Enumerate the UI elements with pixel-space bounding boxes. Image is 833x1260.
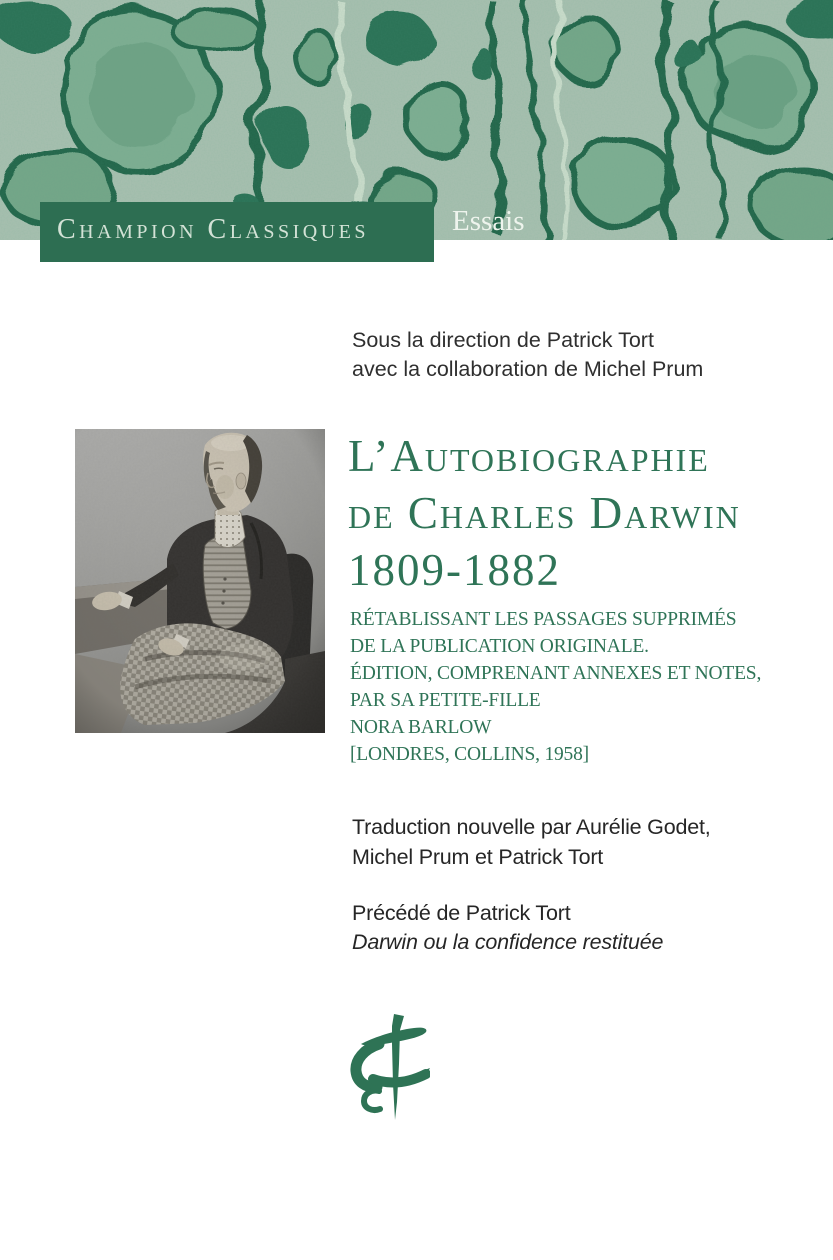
title-line-2: de Charles Darwin [348, 488, 741, 538]
translation-line: Traduction nouvelle par Aurélie Godet, [352, 815, 711, 839]
subtitle-line: RÉTABLISSANT LES PASSAGES SUPPRIMÉS [350, 609, 737, 630]
subtitle-line: NORA BARLOW [350, 717, 492, 738]
preface-credits [352, 899, 663, 957]
collection-name: Champion Classiques [57, 214, 369, 245]
title-line-3-dates: 1809-1882 [348, 545, 561, 595]
subtitle-line: [LONDRES, COLLINS, 1958] [350, 744, 589, 765]
subtitle-line: DE LA PUBLICATION ORIGINALE. [350, 636, 649, 657]
series-label: Essais [452, 205, 525, 237]
title-line-1: L’Autobiographie [348, 431, 710, 481]
book-subtitle [350, 606, 761, 768]
book-title [348, 428, 741, 599]
direction-credits [352, 326, 703, 384]
translation-credits [352, 812, 711, 872]
darwin-portrait-photo [75, 429, 325, 733]
champion-logo-graphic [348, 1014, 430, 1122]
direction-line: Sous la direction de Patrick Tort [352, 328, 654, 352]
darwin-portrait-graphic [75, 429, 325, 733]
subtitle-line: PAR SA PETITE-FILLE [350, 690, 541, 711]
preface-essay-title: Darwin ou la confidence restituée [352, 930, 664, 954]
collection-banner [40, 202, 434, 262]
champion-publisher-logo-icon [348, 1014, 430, 1122]
subtitle-line: ÉDITION, COMPRENANT ANNEXES ET NOTES, [350, 663, 762, 684]
translation-line: Michel Prum et Patrick Tort [352, 845, 604, 869]
preface-line: Précédé de Patrick Tort [352, 901, 571, 925]
collaboration-line: avec la collaboration de Michel Prum [352, 357, 704, 381]
